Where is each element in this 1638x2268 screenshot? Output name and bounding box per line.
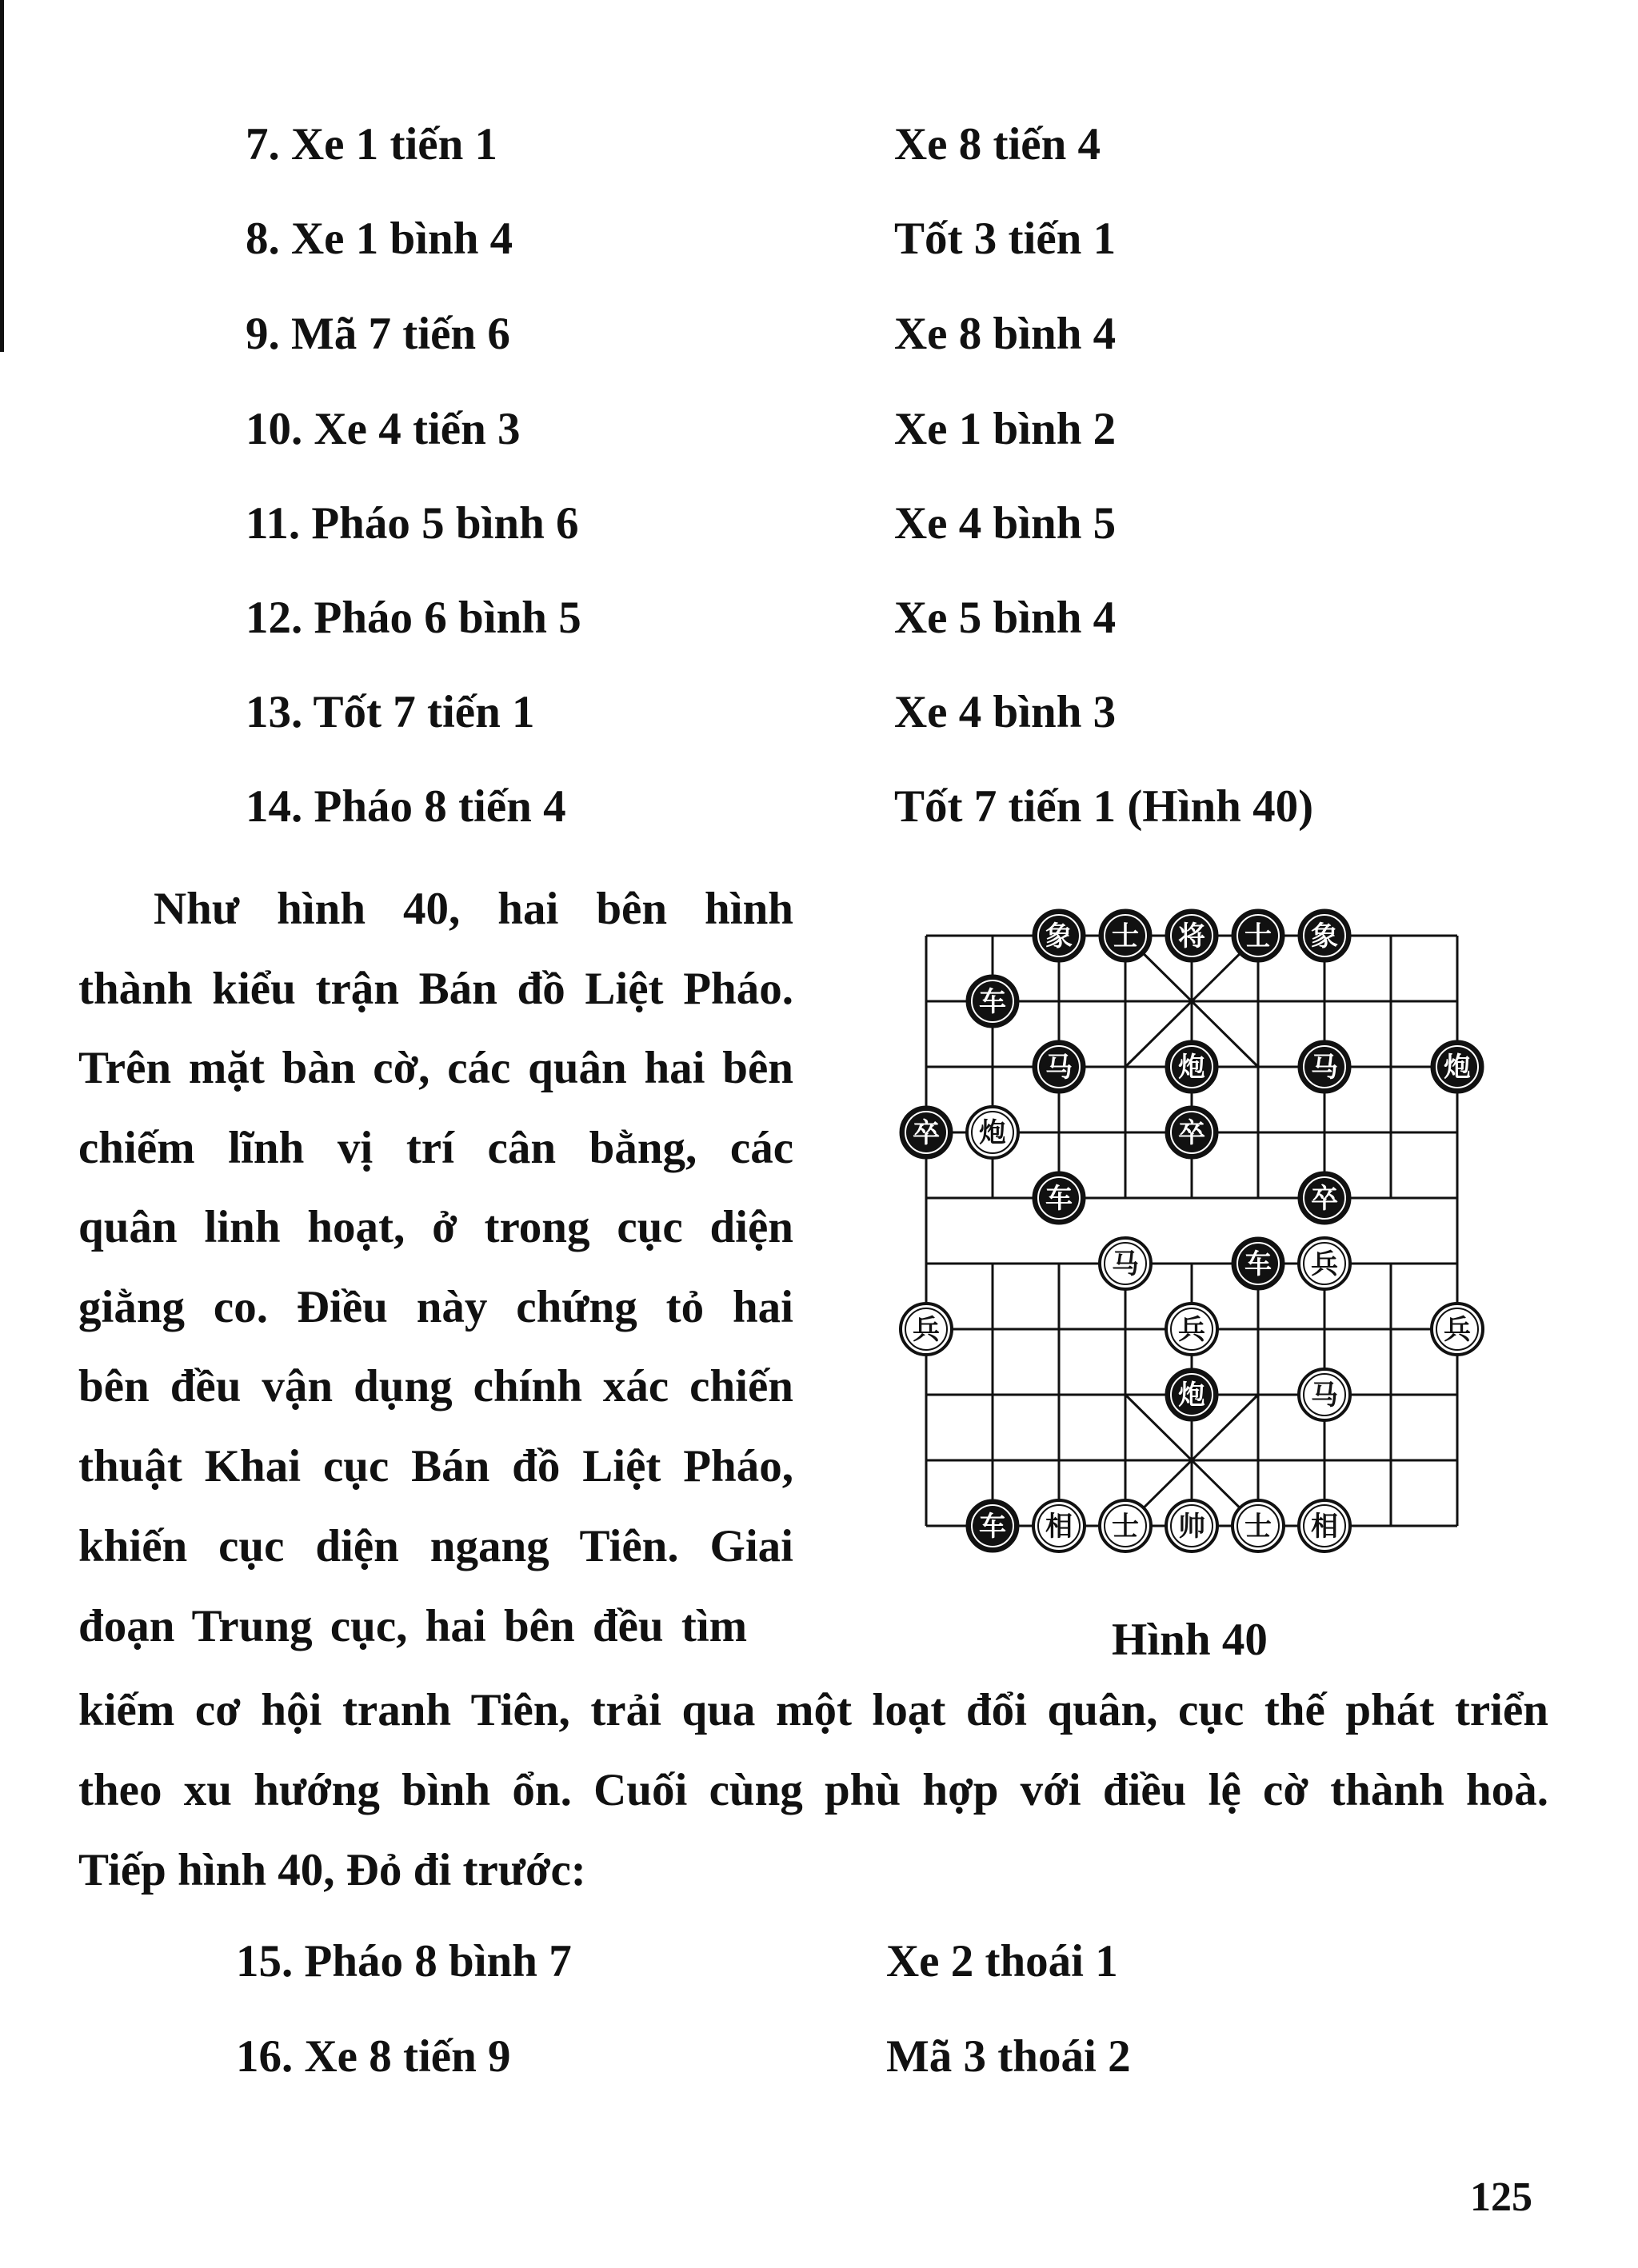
xiangqi-piece-red — [1299, 1238, 1350, 1289]
move-13-red: 13. Tốt 7 tiến 1 — [246, 687, 535, 737]
xiangqi-piece-black — [967, 976, 1018, 1027]
left-margin-bar — [0, 0, 4, 352]
page-number: 125 — [1470, 2174, 1532, 2220]
piece-glyph: 卒 — [1311, 1183, 1338, 1215]
move-14-red: 14. Pháo 8 tiến 4 — [246, 781, 566, 832]
xiangqi-piece-black — [1232, 910, 1284, 961]
xiangqi-piece-black — [1033, 910, 1085, 961]
paragraph-line: bên đều vận dụng chính xác chiến — [78, 1361, 793, 1412]
piece-glyph: 卒 — [913, 1117, 940, 1149]
paragraph-line: thành kiểu trận Bán đồ Liệt Pháo. — [78, 964, 793, 1014]
move-12-red: 12. Pháo 6 bình 5 — [246, 593, 581, 643]
piece-glyph: 象 — [1311, 920, 1338, 952]
piece-glyph: 车 — [1045, 1183, 1073, 1215]
piece-glyph: 卒 — [1178, 1117, 1205, 1149]
piece-glyph: 士 — [1244, 1511, 1272, 1543]
paragraph-line: thuật Khai cục Bán đồ Liệt Pháo, — [78, 1441, 793, 1491]
move-12-black: Xe 5 bình 4 — [894, 593, 1117, 643]
paragraph-line: theo xu hướng bình ổn. Cuối cùng phù hợp với điều lệ cờ thành hoà. — [78, 1765, 1548, 1815]
move-11-black: Xe 4 bình 5 — [894, 498, 1117, 549]
move-15-red: 15. Pháo 8 bình 7 — [236, 1936, 572, 1986]
xiangqi-piece-black — [1100, 910, 1151, 961]
xiangqi-piece-black — [1166, 1107, 1217, 1158]
xiangqi-piece-red — [1299, 1369, 1350, 1420]
paragraph-line: giằng co. Điều này chứng tỏ hai — [78, 1282, 793, 1332]
move-9-red: 9. Mã 7 tiến 6 — [246, 309, 510, 359]
xiangqi-piece-black — [1232, 1238, 1284, 1289]
piece-glyph: 车 — [979, 986, 1006, 1018]
move-7-black: Xe 8 tiến 4 — [894, 119, 1101, 170]
xiangqi-piece-red — [901, 1304, 952, 1355]
xiangqi-piece-black — [1033, 1041, 1085, 1092]
paragraph-line: quân linh hoạt, ở trong cục diện — [78, 1202, 793, 1252]
piece-glyph: 炮 — [1444, 1052, 1471, 1084]
piece-glyph: 马 — [1045, 1052, 1073, 1084]
xiangqi-piece-black — [967, 1500, 1018, 1551]
piece-glyph: 马 — [1311, 1052, 1338, 1084]
paragraph-line: Tiếp hình 40, Đỏ đi trước: — [78, 1845, 586, 1895]
move-11-red: 11. Pháo 5 bình 6 — [246, 498, 579, 549]
paragraph-line: đoạn Trung cục, hai bên đều tìm — [78, 1601, 748, 1651]
xiangqi-piece-red — [1232, 1500, 1284, 1551]
xiangqi-piece-black — [1166, 910, 1217, 961]
paragraph-line: Trên mặt bàn cờ, các quân hai bên — [78, 1043, 793, 1093]
move-8-red: 8. Xe 1 bình 4 — [246, 214, 513, 264]
piece-glyph: 将 — [1178, 920, 1205, 952]
paragraph-line: Như hình 40, hai bên hình — [154, 884, 793, 934]
move-15-black: Xe 2 thoái 1 — [886, 1936, 1118, 1986]
piece-glyph: 兵 — [913, 1314, 940, 1346]
move-10-red: 10. Xe 4 tiến 3 — [246, 404, 521, 454]
move-8-black: Tốt 3 tiến 1 — [894, 214, 1117, 264]
xiangqi-piece-black — [1299, 910, 1350, 961]
xiangqi-piece-black — [1033, 1172, 1085, 1224]
piece-glyph: 士 — [1112, 920, 1139, 952]
xiangqi-piece-black — [1299, 1172, 1350, 1224]
xiangqi-piece-red — [967, 1107, 1018, 1158]
piece-glyph: 相 — [1311, 1511, 1338, 1543]
move-10-black: Xe 1 bình 2 — [894, 404, 1117, 454]
paragraph-line: chiếm lĩnh vị trí cân bằng, các — [78, 1123, 793, 1173]
xiangqi-piece-red — [1299, 1500, 1350, 1551]
piece-glyph: 车 — [979, 1511, 1006, 1543]
xiangqi-piece-black — [1166, 1041, 1217, 1092]
piece-glyph: 马 — [1112, 1248, 1139, 1280]
xiangqi-piece-black — [1166, 1369, 1217, 1420]
piece-glyph: 兵 — [1444, 1314, 1471, 1346]
piece-glyph: 炮 — [1178, 1052, 1205, 1084]
move-7-red: 7. Xe 1 tiến 1 — [246, 119, 498, 170]
piece-glyph: 炮 — [979, 1117, 1006, 1149]
piece-glyph: 象 — [1045, 920, 1073, 952]
paragraph-line: kiếm cơ hội tranh Tiên, trải qua một loạt đổi quân, cục thế phát triển — [78, 1685, 1548, 1735]
xiangqi-piece-black — [1432, 1041, 1483, 1092]
xiangqi-piece-red — [1432, 1304, 1483, 1355]
piece-glyph: 兵 — [1178, 1314, 1205, 1346]
move-16-red: 16. Xe 8 tiến 9 — [236, 2031, 511, 2082]
piece-glyph: 马 — [1311, 1380, 1338, 1412]
piece-glyph: 士 — [1244, 920, 1272, 952]
paragraph-line: khiến cục diện ngang Tiên. Giai — [78, 1521, 793, 1571]
piece-glyph: 车 — [1244, 1248, 1272, 1280]
piece-glyph: 兵 — [1311, 1248, 1338, 1280]
move-14-black: Tốt 7 tiến 1 (Hình 40) — [894, 781, 1314, 832]
piece-glyph: 相 — [1045, 1511, 1073, 1543]
xiangqi-piece-red — [1100, 1238, 1151, 1289]
piece-glyph: 炮 — [1178, 1380, 1205, 1412]
piece-glyph: 帅 — [1178, 1511, 1205, 1543]
move-16-black: Mã 3 thoái 2 — [886, 2031, 1131, 2082]
xiangqi-piece-black — [901, 1107, 952, 1158]
xiangqi-piece-black — [1299, 1041, 1350, 1092]
xiangqi-piece-red — [1033, 1500, 1085, 1551]
xiangqi-piece-red — [1166, 1500, 1217, 1551]
move-13-black: Xe 4 bình 3 — [894, 687, 1117, 737]
figure-caption: Hình 40 — [1112, 1615, 1268, 1665]
piece-glyph: 士 — [1112, 1511, 1139, 1543]
xiangqi-piece-red — [1166, 1304, 1217, 1355]
xiangqi-board-diagram — [880, 872, 1504, 1575]
move-9-black: Xe 8 bình 4 — [894, 309, 1117, 359]
xiangqi-piece-red — [1100, 1500, 1151, 1551]
